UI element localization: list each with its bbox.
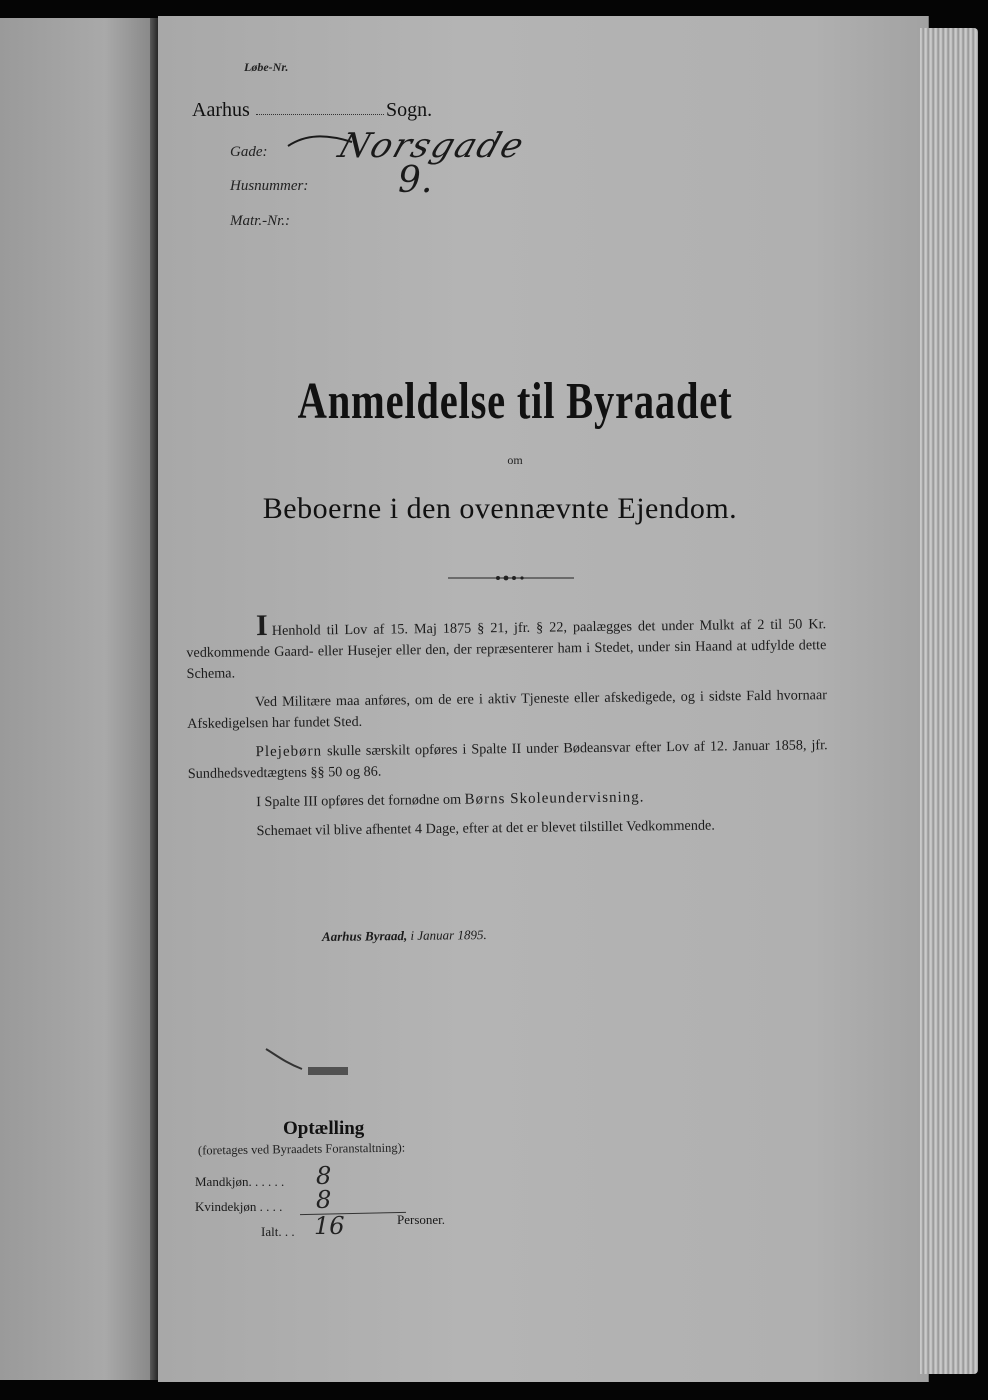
- total-count-value: 16: [314, 1212, 345, 1240]
- drop-cap: I: [255, 609, 268, 643]
- page-stack-edges: [920, 28, 978, 1374]
- school-education-heading: Børns Skoleundervisning.: [464, 789, 645, 808]
- divider-ornament: [448, 570, 574, 584]
- signoff: [322, 927, 487, 945]
- lobe-nr-label: Løbe-Nr.: [244, 60, 289, 74]
- left-book-page: [0, 18, 150, 1380]
- instruction-paragraph-3: [187, 735, 827, 785]
- house-number-label: Husnummer:: [230, 178, 309, 194]
- instruction-text-2: Ved Militære maa anføres, om de ere i aktiv Tjeneste eller afskedigede, og i sidste Fald hvornaar Afskedigelsen har fundet Sted.: [187, 687, 828, 732]
- male-count-value: 8: [316, 1162, 332, 1190]
- instruction-paragraph-1: [186, 609, 827, 685]
- foster-children-heading: Plejebørn: [255, 743, 323, 761]
- instruction-paragraph-2: [187, 685, 827, 735]
- matr-label: Matr.-Nr.:: [230, 213, 291, 229]
- persons-label: Personer.: [397, 1212, 446, 1227]
- instruction-text-5: Schemaet vil blive afhentet 4 Dage, efter at det er blevet tilstillet Vedkommende.: [256, 817, 715, 840]
- parish-label: Sogn.: [386, 99, 433, 121]
- count-subtitle: (foretages ved Byraadets Foranstaltning):: [197, 1140, 406, 1158]
- male-count-label: Mandkjøn. . . . . .: [195, 1174, 285, 1189]
- female-count-value: 8: [316, 1186, 332, 1214]
- instruction-text-1: Henhold til Lov af 15. Maj 1875 § 21, jfr. § 22, paalægges det under Mulkt af 2 til 50 Kr. vedkommende Gaard- eller Husejer eller den, der repræsenterer ham i Stedet, under sin Haand at udfylde dette Schema.: [186, 616, 827, 682]
- female-count-label: Kvindekjøn . . . .: [195, 1199, 283, 1214]
- signoff-authority: Aarhus Byraad,: [321, 927, 408, 945]
- city-label: Aarhus: [192, 99, 250, 121]
- street-value-handwritten: Norsgade: [333, 126, 531, 166]
- title-connector: om: [507, 453, 523, 467]
- count-title: Optælling: [283, 1118, 365, 1139]
- instructions-body: [186, 609, 829, 851]
- document-subtitle: Beboerne i den ovennævnte Ejendom.: [262, 492, 738, 525]
- house-number-value-handwritten: 9.: [398, 160, 433, 201]
- ink-smudge: [262, 1045, 362, 1079]
- instruction-paragraph-5: [188, 814, 828, 843]
- instruction-text-4: I Spalte III opføres det fornødne om: [256, 791, 462, 811]
- signoff-date: i Januar 1895.: [410, 926, 487, 943]
- instruction-text-3: skulle særskilt opføres i Spalte II under Bødeansvar efter Lov af 12. Januar 1858, jfr. Sundhedsvedtægtens §§ 50 og 86.: [187, 737, 828, 782]
- street-label: Gade:: [230, 144, 268, 160]
- parish-fill-line: [256, 114, 384, 115]
- total-count-label: Ialt. . .: [261, 1224, 295, 1239]
- document-title: Anmeldelse til Byraadet: [297, 373, 733, 430]
- instruction-paragraph-4: [188, 785, 828, 814]
